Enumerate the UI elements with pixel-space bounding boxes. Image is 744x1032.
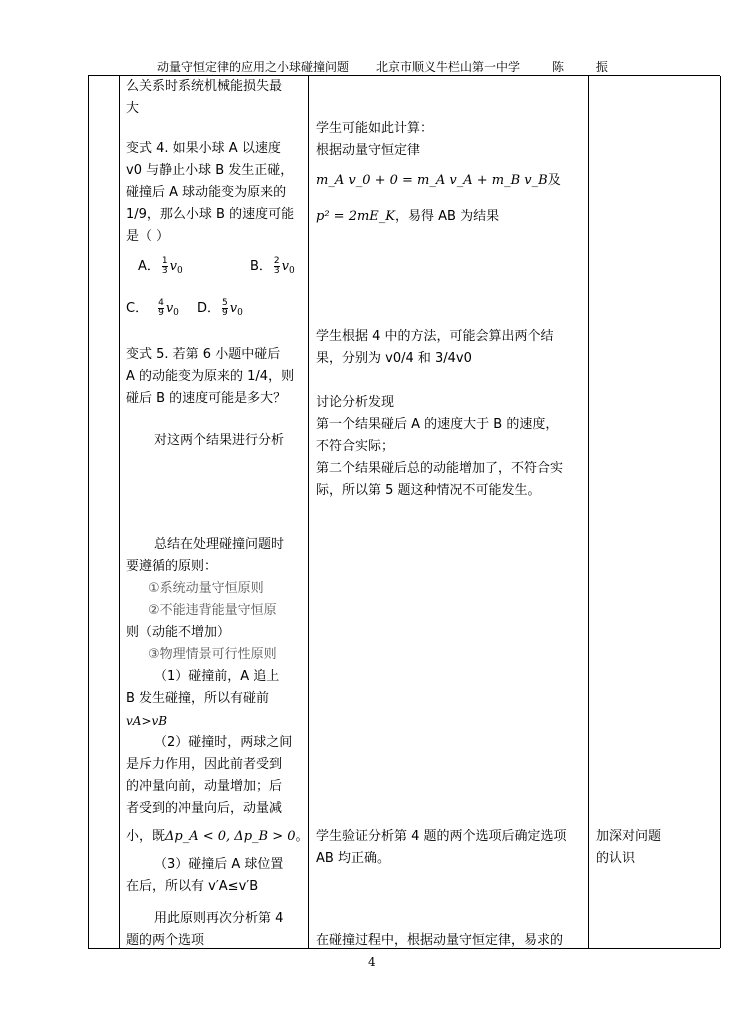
option-b-label: B．	[250, 259, 272, 274]
fraction: $\frac{2}{3}$	[273, 256, 280, 276]
variant-5-line: A 的动能变为原来的 1/4，则	[126, 369, 295, 384]
student-line: 学生根据 4 中的方法，可能会算出两个结	[316, 329, 554, 344]
table-col-line-1	[88, 76, 89, 948]
variant-4	[126, 138, 294, 248]
analyze-text	[154, 430, 284, 452]
option-d: D． $\frac{5}{9}$ $v_0$	[197, 298, 243, 318]
header-school: 北京市顺义牛栏山第一中学	[376, 60, 521, 74]
teacher-column	[126, 76, 282, 120]
point-2-cont: 的冲量向前，动量增加；后	[126, 779, 283, 794]
student-calc	[316, 118, 561, 228]
option-b: B． $\frac{2}{3}$ $v_0$	[250, 256, 295, 276]
point-1-math: vA>vB	[126, 714, 168, 728]
intent-line: 加深对问题	[596, 829, 662, 844]
option-c: C． $\frac{4}{9}$ $v_0$	[126, 298, 179, 318]
intent-column	[596, 826, 661, 870]
student-line: 学生可能如此计算：	[316, 121, 434, 136]
equation-1: m_A v_0 + 0 = m_A v_A + m_B v_B及	[316, 173, 561, 188]
rule-2-cont: 则（动能不增加）	[126, 625, 231, 640]
student-line: 际，所以第 5 题这种情况不可能发生。	[316, 483, 541, 498]
student-last	[316, 930, 563, 952]
reuse-block	[126, 908, 283, 952]
student-line: 在碰撞过程中，根据动量守恒定律，易求的	[316, 933, 564, 948]
page-number: 4	[368, 955, 376, 969]
point-1: （1）碰撞前，A 追上	[154, 669, 280, 684]
option-a-label: A．	[138, 259, 160, 274]
student-line: 学生验证分析第 4 题的两个选项后确定选项	[316, 829, 567, 844]
fraction: $\frac{5}{9}$	[222, 298, 228, 318]
summary-block	[126, 534, 309, 898]
fraction: $\frac{4}{9}$	[158, 298, 164, 318]
point-3: （3）碰撞后 A 球位置	[154, 857, 284, 872]
summary-line: 要遵循的原则：	[126, 559, 218, 574]
rule-1: ①系统动量守恒原则	[148, 581, 264, 596]
point-3-cont: 在后，所以有 v′A≤v′B	[126, 879, 259, 894]
equation-2: p² = 2mE_K，易得 AB 为结果	[316, 209, 500, 224]
student-line: 第一个结果碰后 A 的速度大于 B 的速度，	[316, 417, 559, 432]
point-2-math-line: 小，既Δp_A < 0, Δp_B > 0。	[126, 829, 309, 844]
point-2: （2）碰撞时，两球之间	[154, 735, 293, 750]
intent-line: 的认识	[596, 851, 636, 866]
summary-line: 总结在处理碰撞问题时	[154, 537, 285, 552]
rule-3: ③物理情景可行性原则	[148, 647, 277, 662]
variant-4-line: v0 与静止小球 B 发生正碰，	[126, 163, 294, 178]
point-2-cont: 是斥力作用，因此前者受到	[126, 757, 283, 772]
variant-4-line: 变式 4. 如果小球 A 以速度	[126, 141, 281, 156]
table-col-line-4	[588, 76, 589, 948]
reuse-line: 用此原则再次分析第 4	[154, 911, 284, 926]
point-2-cont: 者受到的冲量向后，动量减	[126, 801, 283, 816]
student-line: AB 均正确。	[316, 851, 390, 866]
option-a: A． $\frac{1}{3}$ $v_0$	[138, 256, 183, 276]
variant-4-line: 1/9，那么小球 B 的速度可能	[126, 207, 295, 222]
variant-5-line: 碰后 B 的速度可能是多大？	[126, 391, 287, 406]
variant-5-line: 变式 5. 若第 6 小题中碰后	[126, 347, 281, 362]
variant-4-line: 是（ ）	[126, 229, 170, 244]
table-col-line-2	[119, 76, 120, 948]
student-line: 第二个结果碰后总的动能增加了，不符合实	[316, 461, 564, 476]
student-line: 根据动量守恒定律	[316, 143, 421, 158]
header-title: 动量守恒定律的应用之小球碰撞问题	[157, 60, 350, 74]
analyze-line: 对这两个结果进行分析	[154, 433, 285, 448]
header-author: 陈 振	[552, 60, 622, 74]
text-line: 大	[126, 101, 140, 116]
variant-5	[126, 344, 294, 410]
text-line: 么关系时系统机械能损失最	[126, 79, 283, 94]
student-verify	[316, 826, 567, 870]
student-line: 果，分别为 v0/4 和 3/4v0	[316, 351, 472, 366]
table-col-line-5	[720, 76, 721, 948]
point-1-cont: B 发生碰撞，所以有碰前	[126, 691, 270, 706]
variant-4-line: 碰撞后 A 球动能变为原来的	[126, 185, 287, 200]
fraction: $\frac{1}{3}$	[161, 256, 168, 276]
rule-2: ②不能违背能量守恒原	[148, 603, 277, 618]
student-line: 不符合实际；	[316, 439, 395, 454]
student-line: 讨论分析发现	[316, 395, 395, 410]
option-c-label: C．	[126, 301, 149, 316]
reuse-line: 题的两个选项	[126, 933, 205, 948]
student-analysis	[316, 326, 563, 502]
option-d-label: D．	[197, 301, 221, 316]
